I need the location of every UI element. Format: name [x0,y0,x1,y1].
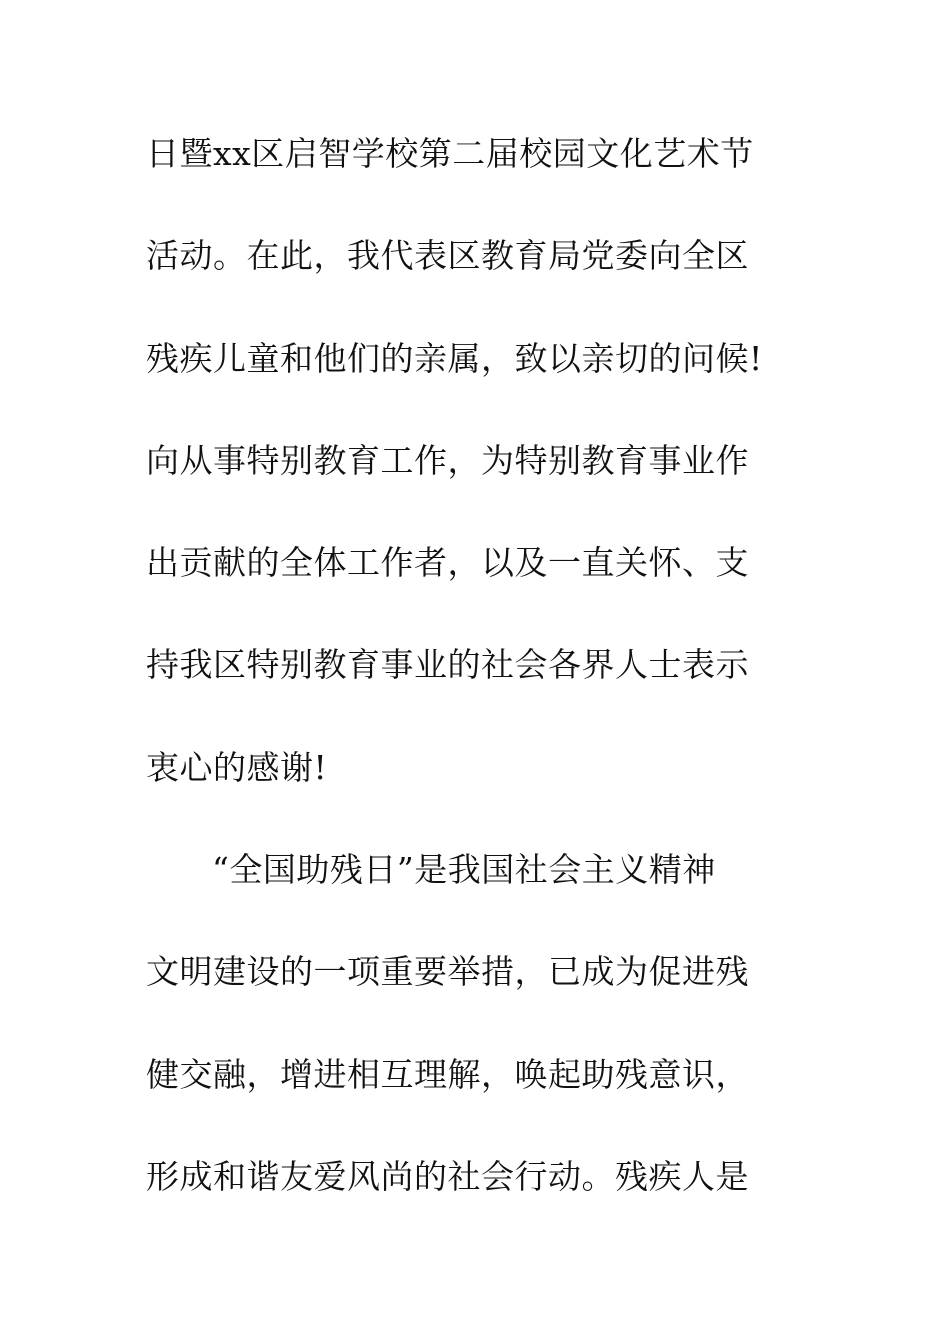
text-line: 日暨xx区启智学校第二届校园文化艺术节 [146,134,754,173]
body-text [146,122,806,1247]
text-line: 持我区特别教育事业的社会各界人士表示 [146,645,749,685]
paragraph-start-line: “全国助残日”是我国社会主义精神 [212,850,716,890]
text-line: 衷心的感谢! [146,747,328,787]
text-line: 残疾儿童和他们的亲属，致以亲切的问候! [146,338,763,378]
text-line: 健交融，增进相互理解，唤起助残意识， [146,1054,749,1094]
text-line: 出贡献的全体工作者，以及一直关怀、支 [146,543,749,583]
text-line: 活动。在此，我代表区教育局党委向全区 [146,236,749,276]
text-line: 向从事特别教育工作，为特别教育事业作 [146,440,749,480]
text-line: 文明建设的一项重要举措，已成为促进残 [146,952,749,992]
text-line: 形成和谐友爱风尚的社会行动。残疾人是 [146,1156,749,1196]
